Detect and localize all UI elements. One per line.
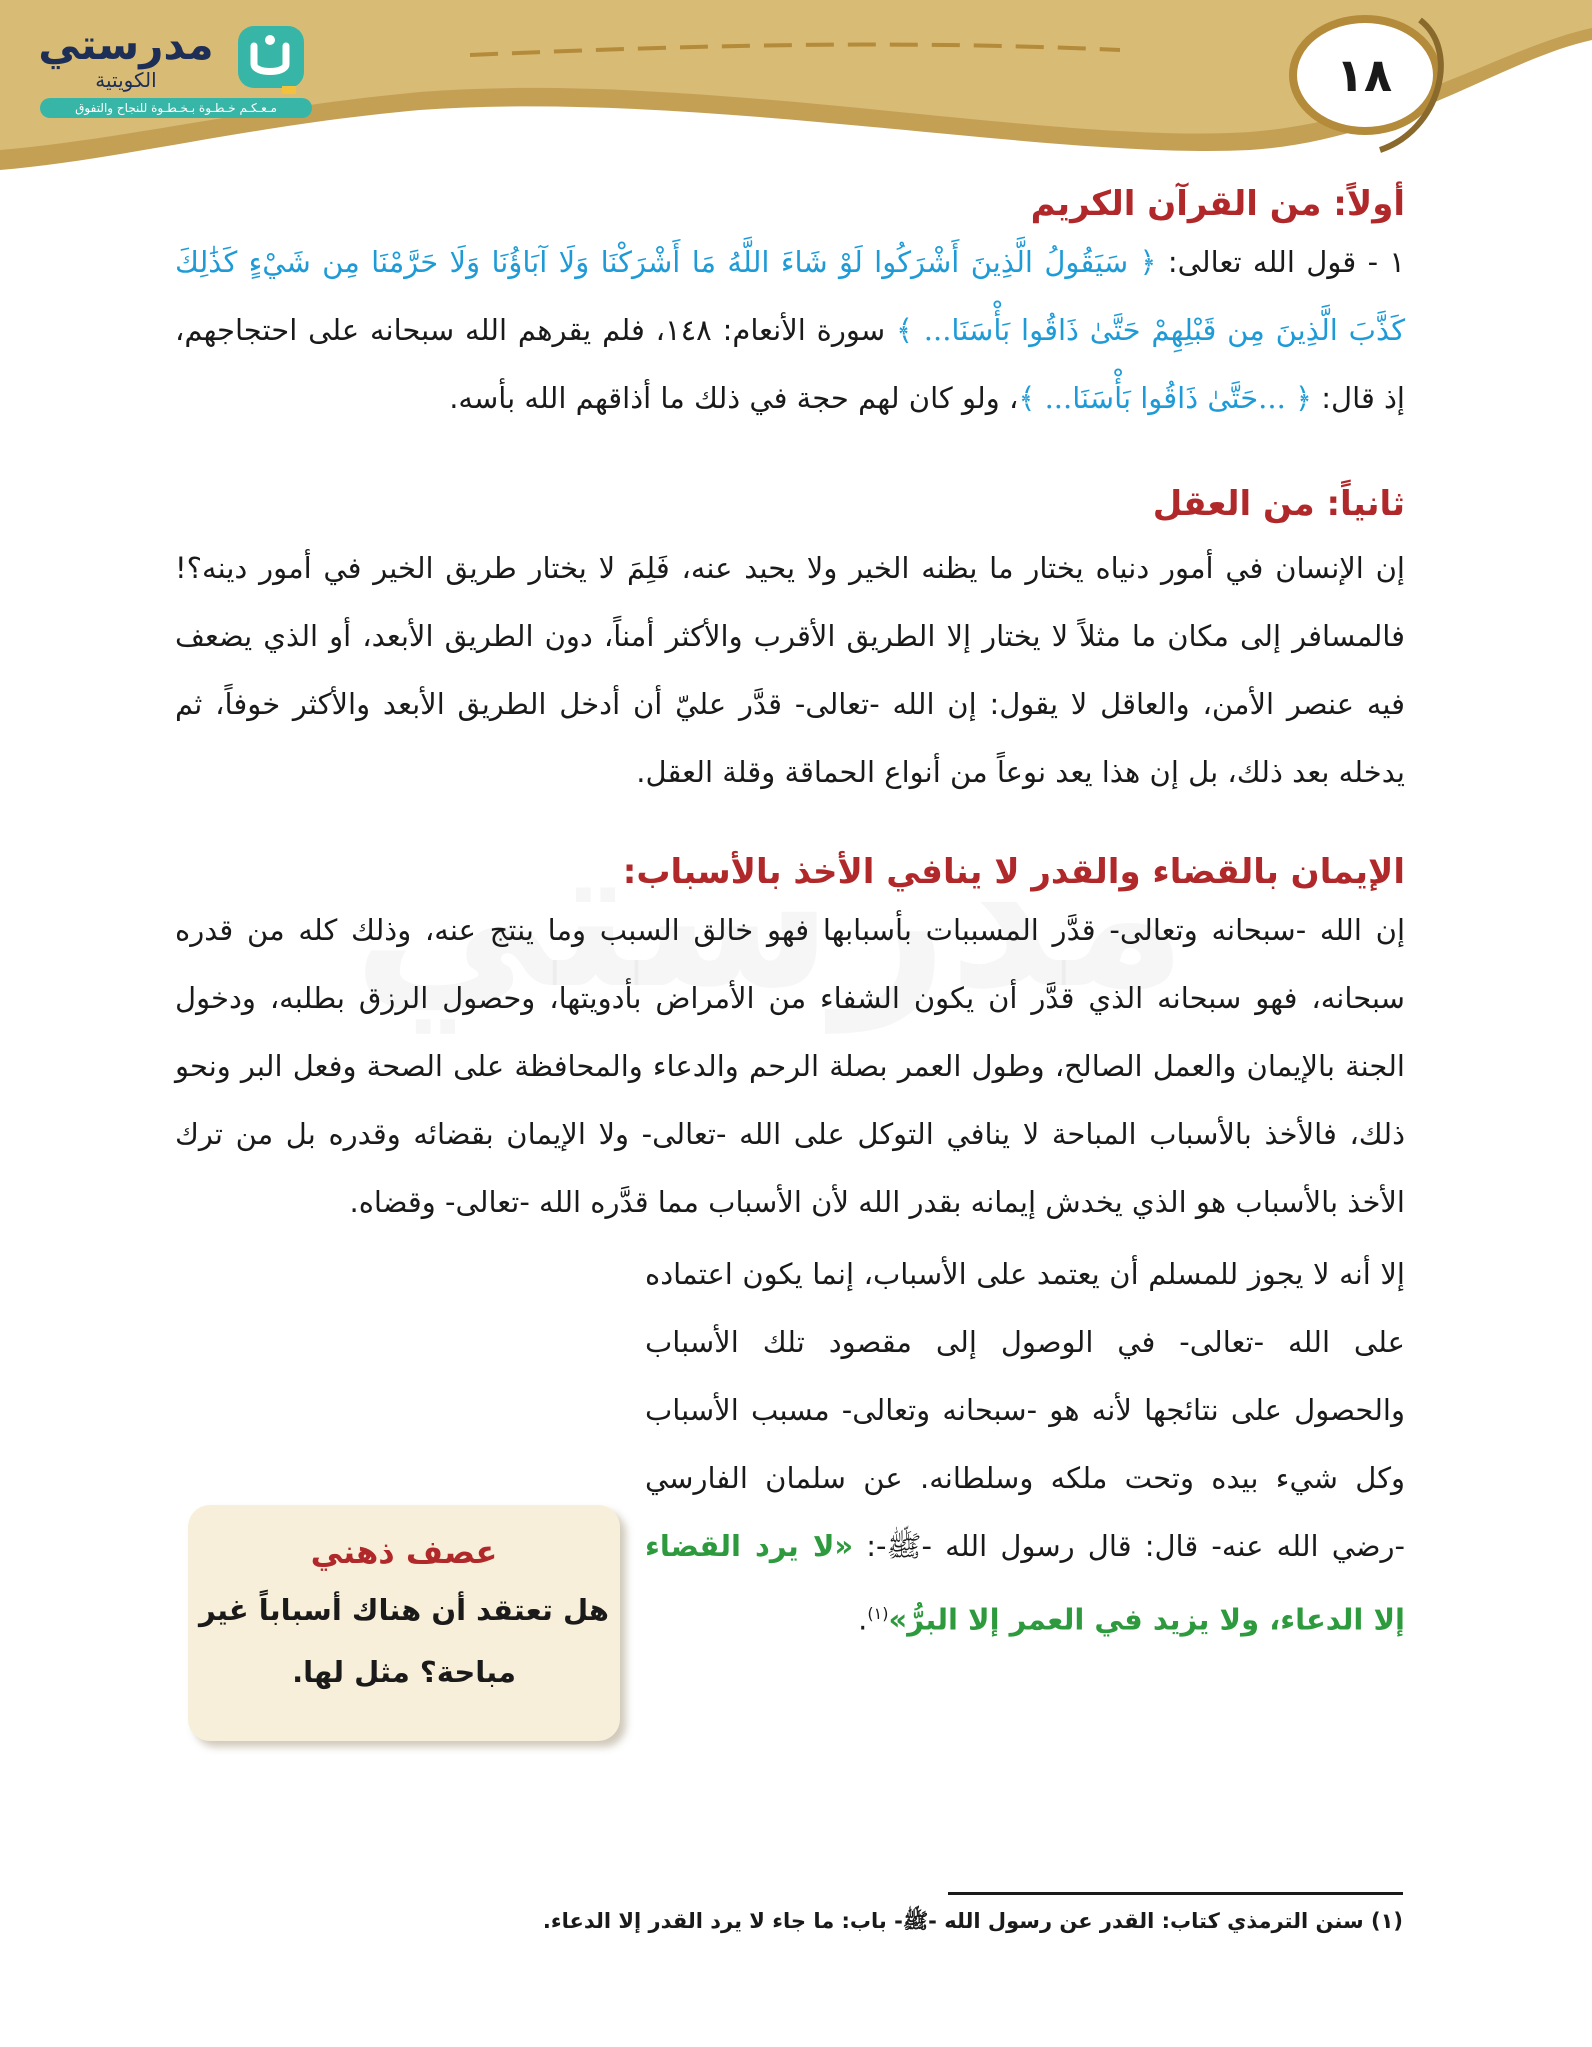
section2-paragraph: إن الإنسان في أمور دنياه يختار ما يظنه الخير ولا يحيد عنه، فَلِمَ لا يختار طريق الخير في أمور دينه؟! فالمسافر إلى مكان ما مثلاً لا يختار إلا الطريق الأقرب والأكثر أمناً، دون الطريق الأبعد، أو الذي يضعف فيه عنصر الأمن، والعاقل لا يقول: إن الله -تعالى- قدَّر عليّ أن أدخل الطريق الأبعد والأكثر خوفاً، ثم يدخله بعد ذلك، بل إن هذا يعد نوعاً من أنواع الحماقة وقلة العقل. <box>175 551 1405 789</box>
quran-verse-2: ﴿ ...حَتَّىٰ ذَاقُوا بَأْسَنَا... ﴾ <box>1018 381 1313 415</box>
footnote-divider <box>948 1892 1403 1895</box>
page-number: ١٨ <box>1335 48 1393 102</box>
section3-heading: الإيمان بالقضاء والقدر لا ينافي الأخذ بالأسباب: <box>622 852 1405 892</box>
section1-paragraph <box>175 228 1405 432</box>
quran-close-bracket: ﴾ <box>895 313 913 347</box>
quran-open-bracket: ﴿ <box>1139 245 1157 279</box>
logo-name: مدرستي <box>38 20 214 69</box>
hadith-text: «لا يرد القضاء إلا الدعاء، ولا يزيد في العمر إلا البرُّ» <box>645 1529 1405 1637</box>
logo-subtitle: الكويتية <box>95 68 157 92</box>
paragraph2-end: . <box>858 1602 868 1637</box>
after-quran-text: سورة الأنعام: ١٤٨، فلم يقرهم الله سبحانه على احتجاجهم، إذ قال: <box>175 313 1405 415</box>
footnote-mark: (١) <box>867 1604 889 1623</box>
section3-paragraph2 <box>645 1240 1405 1654</box>
section2-heading: ثانياً: من العقل <box>1152 484 1405 524</box>
section3-paragraph1: إن الله -سبحانه وتعالى- قدَّر المسببات بأسبابها فهو خالق السبب وما ينتج عنه، وذلك كله من قدره سبحانه، فهو سبحانه الذي قدَّر أن يكون الشفاء من الأمراض بأدويتها، وحصول الرزق بطلبه، ودخول الجنة بالإيمان والعمل الصالح، وطول العمر بصلة الرحم والدعاء والمحافظة على الصحة وفعل البر ونحو ذلك، فالأخذ بالأسباب المباحة لا ينافي التوكل على الله -تعالى- ولا الإيمان بقضائه وقدره بل من ترك الأخذ بالأسباب هو الذي يخدش إيمانه بقدر الله لأن الأسباب مما قدَّره الله -تعالى- وقضاه. <box>175 913 1405 1219</box>
footnote: (١) سنن الترمذي كتاب: القدر عن رسول الله -ﷺ- باب: ما جاء لا يرد القدر إلا الدعاء. <box>542 1909 1403 1933</box>
brainstorm-title: عصف ذهني <box>310 1533 498 1571</box>
brainstorm-box <box>188 1505 620 1741</box>
logo-mark-icon <box>224 24 316 96</box>
quran-verse: سَيَقُولُ الَّذِينَ أَشْرَكُوا لَوْ شَاءَ اللَّهُ مَا أَشْرَكْنَا وَلَا آبَاؤُنَا وَلَا حَرَّمْنَا مِن شَيْءٍ كَذَٰلِكَ كَذَّبَ الَّذِينَ مِن قَبْلِهِمْ حَتَّىٰ ذَاقُوا بَأْسَنَا... <box>175 245 1406 347</box>
section1-ending: ، ولو كان لهم حجة في ذلك ما أذاقهم الله بأسه. <box>449 381 1019 415</box>
page-content <box>175 170 1405 1654</box>
section1-heading: أولاً: من القرآن الكريم <box>1030 184 1405 224</box>
brainstorm-question: هل تعتقد أن هناك أسباباً غير مباحة؟ مثل لها. <box>199 1593 609 1689</box>
item-prefix: ١ - قول الله تعالى: <box>1156 245 1405 279</box>
madrasati-logo <box>36 22 286 122</box>
paragraph2-text: إلا أنه لا يجوز للمسلم أن يعتمد على الأسباب، إنما يكون اعتماده على الله -تعالى- في الوصول إلى مقصود تلك الأسباب والحصول على نتائجها لأنه هو -سبحانه وتعالى- مسبب الأسباب وكل شيء بيده وتحت ملكه وسلطانه. عن سلمان الفارسي -رضي الله عنه- قال: قال رسول الله -ﷺ-: <box>645 1257 1405 1563</box>
logo-tagline: مـعـكـم خـطـوة بـخـطـوة للنجاح والتفوق <box>40 98 312 118</box>
